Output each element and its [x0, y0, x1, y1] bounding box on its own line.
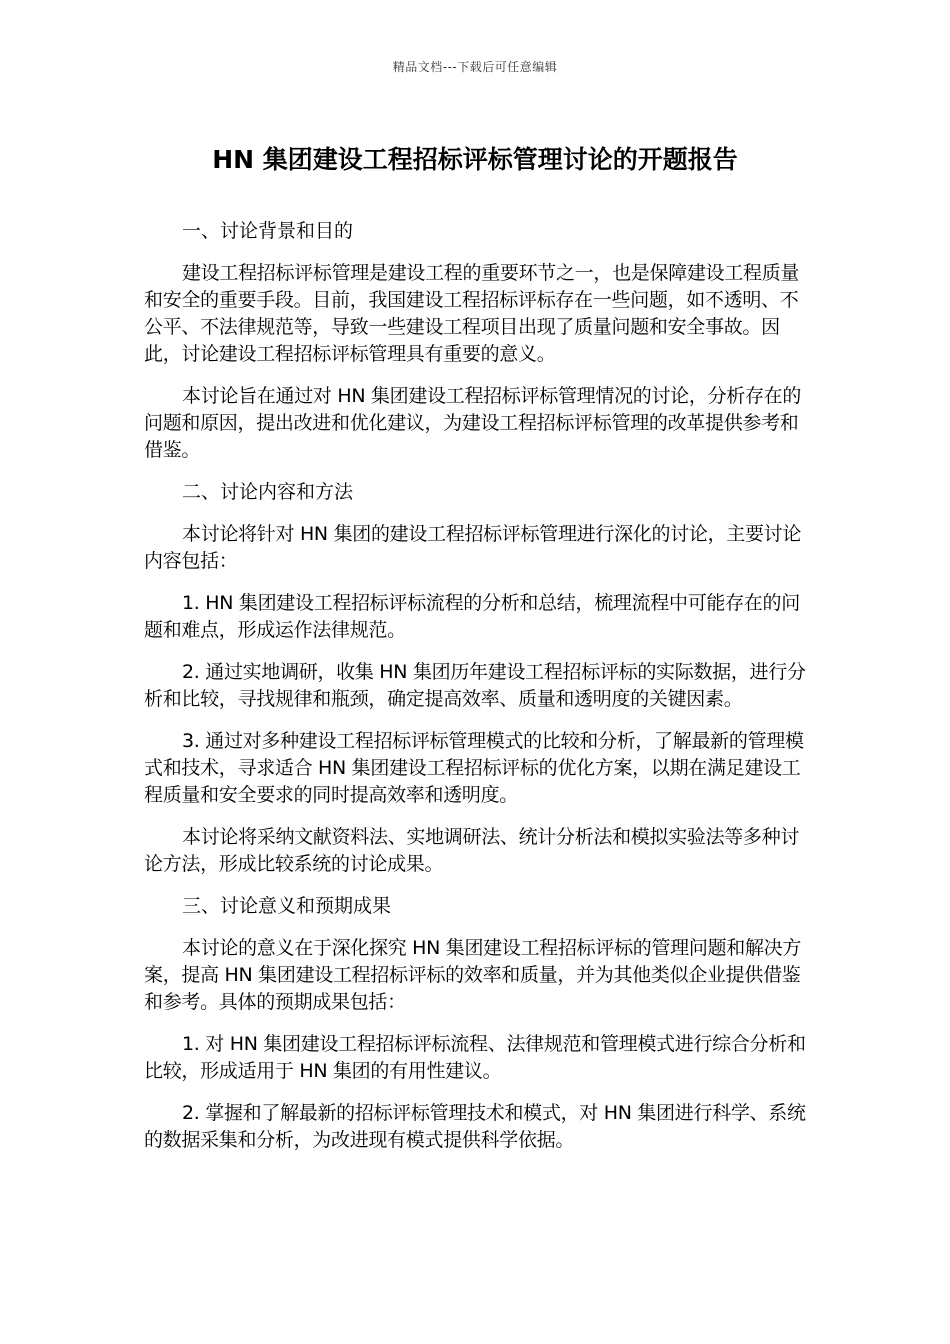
document-body	[144, 218, 808, 1169]
section-2-list-item-3: 3. 通过对多种建设工程招标评标管理模式的比较和分析，了解最新的管理模式和技术，寻求适合 HN 集团建设工程招标评标的优化方案，以期在满足建设工程质量和安全要求的同时提高效率和透明度。	[144, 730, 804, 806]
header-note: 精品文档---下载后可任意编辑	[392, 60, 558, 74]
section-3-list-item-2: 2. 掌握和了解最新的招标评标管理技术和模式，对 HN 集团进行科学、系统的数据采集和分析，为改进现有模式提供科学依据。	[144, 1102, 806, 1151]
section-2-paragraph-2: 本讨论将采纳文献资料法、实地调研法、统计分析法和模拟实验法等多种讨论方法，形成比较系统的讨论成果。	[144, 826, 800, 875]
document-title: HN 集团建设工程招标评标管理讨论的开题报告	[212, 145, 738, 174]
section-1-paragraph-2: 本讨论旨在通过对 HN 集团建设工程招标评标管理情况的讨论，分析存在的问题和原因，提出改进和优化建议，为建设工程招标评标管理的改革提供参考和借鉴。	[144, 385, 802, 461]
section-2-paragraph-1: 本讨论将针对 HN 集团的建设工程招标评标管理进行深化的讨论，主要讨论内容包括：	[144, 523, 802, 572]
section-1-paragraph-1: 建设工程招标评标管理是建设工程的重要环节之一，也是保障建设工程质量和安全的重要手段。目前，我国建设工程招标评标存在一些问题，如不透明、不公平、不法律规范等，导致一些建设工程项目出现了质量问题和安全事故。因此，讨论建设工程招标评标管理具有重要的意义。	[144, 262, 800, 365]
section-2-heading: 二、讨论内容和方法	[182, 481, 354, 503]
section-1-heading: 一、讨论背景和目的	[182, 220, 354, 242]
section-2-list-item-1: 1. HN 集团建设工程招标评标流程的分析和总结，梳理流程中可能存在的问题和难点，形成运作法律规范。	[144, 592, 800, 641]
section-3-paragraph-1: 本讨论的意义在于深化探究 HN 集团建设工程招标评标的管理问题和解决方案，提高 HN 集团建设工程招标评标的效率和质量，并为其他类似企业提供借鉴和参考。具体的预期成果包括：	[144, 937, 802, 1013]
section-3-list-item-1: 1. 对 HN 集团建设工程招标评标流程、法律规范和管理模式进行综合分析和比较，形成适用于 HN 集团的有用性建议。	[144, 1033, 806, 1082]
section-3-heading: 三、讨论意义和预期成果	[182, 895, 392, 917]
section-2-list-item-2: 2. 通过实地调研，收集 HN 集团历年建设工程招标评标的实际数据，进行分析和比较，寻找规律和瓶颈，确定提高效率、质量和透明度的关键因素。	[144, 661, 806, 710]
